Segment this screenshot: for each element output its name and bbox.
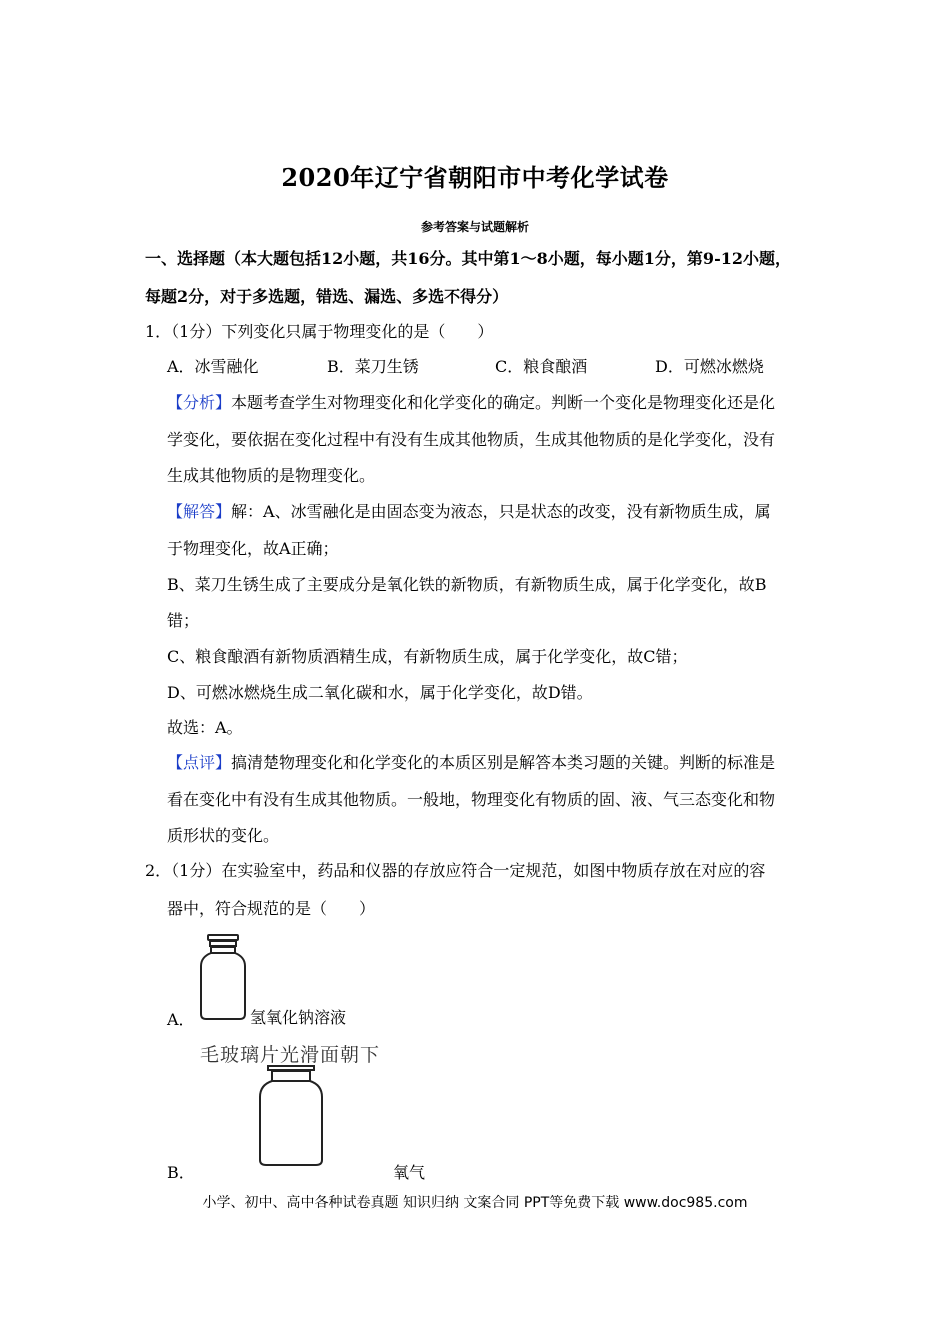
answer-text: 解：A、冰雪融化是由固态变为液态，只是状态的改变，没有新物质生成，属 <box>231 502 771 521</box>
q1-analysis-line2: 学变化，要依据在变化过程中有没有生成其他物质，生成其他物质的是化学变化，没有 <box>167 430 776 449</box>
q1-option-a: A．冰雪融化 <box>167 357 259 376</box>
q1-answer-line3: B、菜刀生锈生成了主要成分是氧化铁的新物质，有新物质生成，属于化学变化，故B <box>167 575 767 594</box>
q1-answer-line2: 于物理变化，故A正确； <box>167 539 339 558</box>
q2-stem-line1: 2．（1分）在实验室中，药品和仪器的存放应符合一定规范，如图中物质存放在对应的容 <box>145 861 766 880</box>
q2-option-b-caption: 毛玻璃片光滑面朝下 <box>200 1044 381 1066</box>
analysis-text: 本题考查学生对物理变化和化学变化的确定。判断一个变化是物理变化还是化 <box>231 393 776 412</box>
q1-option-d: D．可燃冰燃烧 <box>655 357 764 376</box>
reagent-bottle-a-icon <box>198 932 250 1022</box>
q1-comment-line2: 看在变化中有没有生成其他物质。一般地，物理变化有物质的固、液、气三态变化和物 <box>167 790 776 809</box>
analysis-tag: 【分析】 <box>167 393 232 412</box>
section-heading-line2: 每题2分，对于多选题，错选、漏选、多选不得分） <box>145 287 509 306</box>
q1-comment-line3: 质形状的变化。 <box>167 826 280 845</box>
page-footer: 小学、初中、高中各种试卷真题 知识归纳 文案合同 PPT等免费下载 www.doc985.com <box>202 1195 748 1211</box>
q1-answer-line7: 故选：A。 <box>167 718 243 737</box>
q1-analysis-line3: 生成其他物质的是物理变化。 <box>167 466 376 485</box>
q2-option-a-letter: A． <box>167 1010 195 1029</box>
q2-option-b-text: 氧气 <box>393 1163 426 1182</box>
q2-stem-line2: 器中，符合规范的是（ ） <box>167 899 376 918</box>
q1-option-c: C．粮食酿酒 <box>495 357 588 376</box>
q2-option-b-letter: B． <box>167 1163 195 1182</box>
answer-tag: 【解答】 <box>167 502 232 521</box>
q1-analysis-line1 <box>167 393 775 413</box>
q1-answer-line6: D、可燃冰燃烧生成二氧化碳和水，属于化学变化，故D错。 <box>167 683 593 702</box>
q1-answer-line1 <box>167 502 771 522</box>
document-title: 2020年辽宁省朝阳市中考化学试卷 <box>281 163 669 192</box>
q1-stem: 1．（1分）下列变化只属于物理变化的是（ ） <box>145 322 494 341</box>
q1-option-b: B．菜刀生锈 <box>327 357 419 376</box>
q2-option-a-text: 氢氧化钠溶液 <box>250 1008 347 1027</box>
gas-jar-b-icon <box>258 1064 324 1168</box>
q1-comment-line1 <box>167 753 775 773</box>
document-subtitle: 参考答案与试题解析 <box>420 220 529 234</box>
comment-tag: 【点评】 <box>167 753 232 772</box>
section-heading-line1: 一、选择题（本大题包括12小题，共16分。其中第1～8小题，每小题1分，第9-12小题， <box>145 249 791 268</box>
q1-answer-line4: 错； <box>167 611 200 630</box>
comment-text: 搞清楚物理变化和化学变化的本质区别是解答本类习题的关键。判断的标准是 <box>231 753 776 772</box>
q1-answer-line5: C、粮食酿酒有新物质酒精生成，有新物质生成，属于化学变化，故C错； <box>167 647 688 666</box>
